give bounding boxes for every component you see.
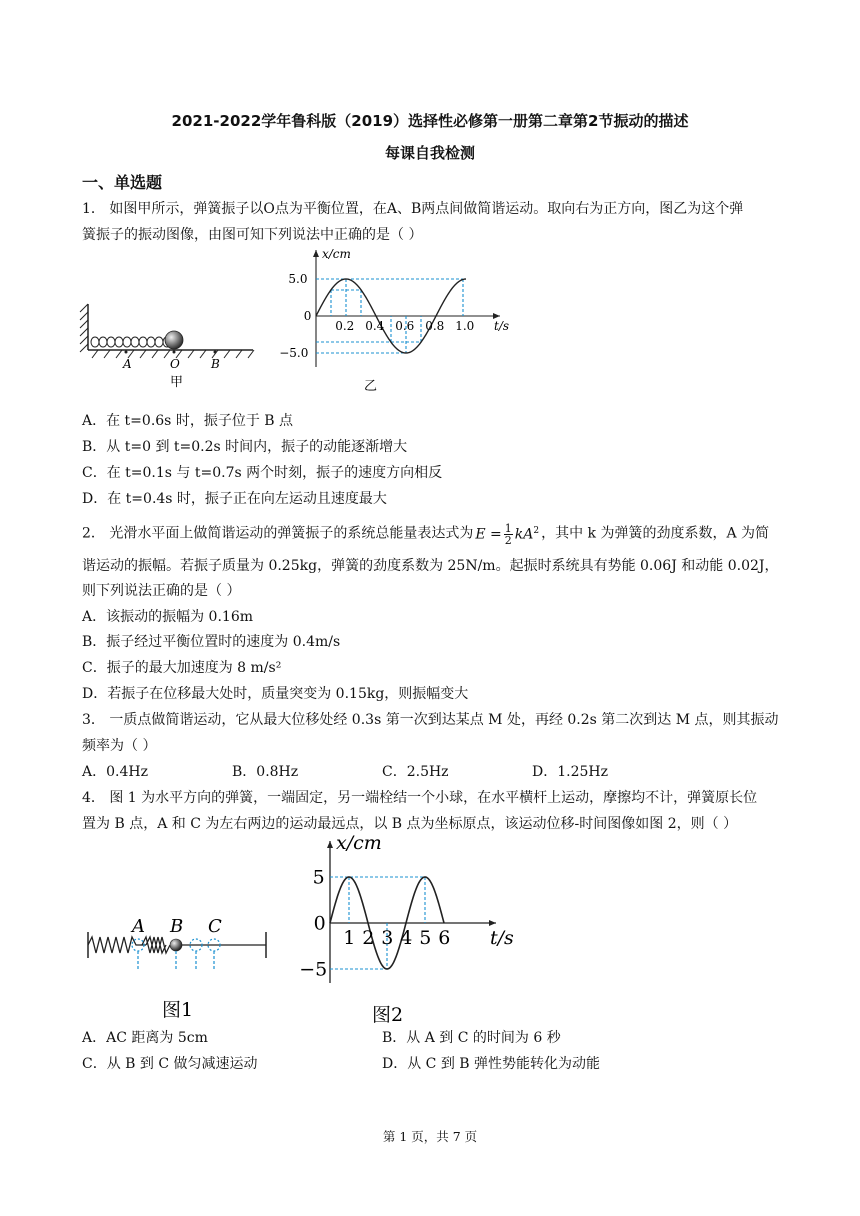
q4-option-d[interactable]: D．从 C 到 B 弹性势能转化为动能: [382, 1056, 601, 1072]
x-tick-label: 0.2: [335, 319, 355, 333]
x-axis-arrow: [489, 920, 496, 926]
q3-option-a[interactable]: A．0.4Hz: [82, 764, 148, 780]
q3-option-d[interactable]: D．1.25Hz: [532, 764, 608, 780]
q1-option-a[interactable]: A．在 t=0.6s 时，振子位于 B 点: [82, 413, 294, 429]
q2-stem-pre: 2． 光滑水平面上做简谐运动的弹簧振子的系统总能量表达式为: [82, 525, 474, 542]
q3-stem-line-2: 频率为（ ）: [82, 738, 157, 754]
q4-stem-line-1: 4． 图 1 为水平方向的弹簧，一端固定，另一端栓结一个小球，在水平横杆上运动，摩擦均不计，弹簧原长位: [82, 790, 758, 806]
point-b-label: B: [211, 357, 220, 371]
formula-exponent: 2: [533, 526, 540, 536]
title-line-2: 每课自我检测: [384, 144, 475, 162]
x-tick-label: 6: [438, 927, 451, 949]
q3-option-b[interactable]: B．0.8Hz: [232, 764, 299, 780]
point-a-label: A: [123, 357, 132, 371]
section-heading: 一、单选题: [82, 173, 163, 192]
q3-option-c[interactable]: C．2.5Hz: [382, 764, 449, 780]
formula-numerator: 1: [504, 522, 512, 536]
origin-label: 0: [303, 309, 312, 324]
fig1-point-c-label: C: [208, 916, 222, 937]
q2-option-b[interactable]: B．振子经过平衡位置时的速度为 0.4m/s: [82, 634, 341, 650]
page-footer: 第 1 页，共 7 页: [382, 1129, 478, 1144]
y-tick-negative: −5.0: [279, 346, 309, 361]
y-axis-label: x/cm: [336, 832, 382, 854]
y-axis-arrow: [313, 250, 319, 257]
q1-option-d[interactable]: D．在 t=0.4s 时，振子正在向左运动且速度最大: [82, 491, 387, 507]
figure-1-caption: 图1: [162, 999, 194, 1021]
title-line-1: 2021-2022学年鲁科版（2019）选择性必修第一册第二章第2节振动的描述: [171, 112, 689, 130]
q2-stem-line-2: 谐运动的振幅。若振子质量为 0.25kg，弹簧的劲度系数为 25N/m。起振时系统具有势能 0.06J 和动能 0.02J，: [82, 558, 779, 574]
y-tick-negative: −5: [299, 958, 328, 981]
x-tick-label: 0.4: [365, 319, 385, 333]
q1-stem-line-1: 1． 如图甲所示，弹簧振子以O点为平衡位置，在A、B两点间做简谐运动。取向右为正方向，图乙为这个弹: [82, 201, 744, 217]
x-tick-label: 1.0: [455, 319, 475, 333]
q2-stem-post: ，其中 k 为弹簧的劲度系数，A 为简: [541, 525, 770, 542]
y-tick-positive: 5: [312, 866, 325, 889]
figure-yi-caption: 乙: [364, 379, 378, 394]
q4-figure-1: [84, 910, 274, 1022]
formula-rhs: kA: [514, 526, 534, 543]
fig1-point-b-label: B: [170, 916, 184, 937]
q2-option-d[interactable]: D．若振子在位移最大处时，质量突变为 0.15kg，则振幅变大: [82, 686, 469, 702]
y-axis-arrow: [327, 841, 333, 848]
formula-fraction: [504, 523, 513, 546]
q3-stem-line-1: 3． 一质点做简谐运动，它从最大位移处经 0.3s 第一次到达某点 M 处，再经 0.2s 第二次到达 M 点，则其振动: [82, 712, 779, 728]
x-tick-label: 0.8: [425, 319, 445, 333]
q4-figure-2: [296, 832, 514, 1026]
point-o-label: O: [170, 357, 180, 371]
q4-option-b[interactable]: B．从 A 到 C 的时间为 6 秒: [382, 1030, 561, 1046]
x-axis-label: t/s: [494, 319, 510, 333]
q4-option-a[interactable]: A．AC 距离为 5cm: [82, 1030, 208, 1046]
q3-options-row: [82, 762, 782, 782]
x-tick-label: 2: [362, 927, 375, 949]
q1-option-b[interactable]: B．从 t=0 到 t=0.2s 时间内，振子的动能逐渐增大: [82, 439, 408, 455]
x-tick-label: 3: [381, 927, 394, 949]
q1-figure-yi: [280, 244, 510, 394]
ball-position-b: [170, 939, 182, 951]
x-tick-label: 4: [400, 927, 413, 949]
q2-option-a[interactable]: A．该振动的振幅为 0.16m: [82, 609, 254, 625]
q4-option-c[interactable]: C．从 B 到 C 做匀减速运动: [82, 1056, 258, 1072]
oscillator-ball: [165, 331, 183, 349]
q4-stem-line-2: 置为 B 点，A 和 C 为左右两边的运动最远点，以 B 点为坐标原点，该运动位移-时间图像如图 2，则（ ）: [82, 816, 738, 832]
y-axis-label: x/cm: [322, 247, 351, 261]
energy-formula: [475, 521, 539, 546]
x-tick-label: 1: [343, 927, 356, 949]
figure-2-caption: 图2: [372, 1004, 404, 1026]
x-axis-label: t/s: [490, 927, 514, 949]
figure-jia-caption: 甲: [170, 375, 184, 390]
origin-label: 0: [313, 912, 326, 935]
formula-denominator: 2: [504, 534, 512, 548]
formula-lhs: E =: [475, 526, 502, 543]
x-tick-label: 5: [419, 927, 432, 949]
fig1-point-a-label: A: [132, 916, 145, 937]
q2-stem-line-1: [82, 521, 769, 546]
x-tick-label: 0.6: [395, 319, 415, 333]
q2-stem-line-3: 则下列说法正确的是（ ）: [82, 583, 241, 599]
y-tick-positive: 5.0: [288, 272, 308, 287]
q1-stem-line-2: 簧振子的振动图像，由图可知下列说法中正确的是（ ）: [82, 227, 423, 243]
q1-figure-jia: [78, 300, 263, 395]
q2-option-c[interactable]: C．振子的最大加速度为 8 m/s²: [82, 660, 282, 676]
q1-option-c[interactable]: C．在 t=0.1s 与 t=0.7s 两个时刻，振子的速度方向相反: [82, 465, 443, 481]
